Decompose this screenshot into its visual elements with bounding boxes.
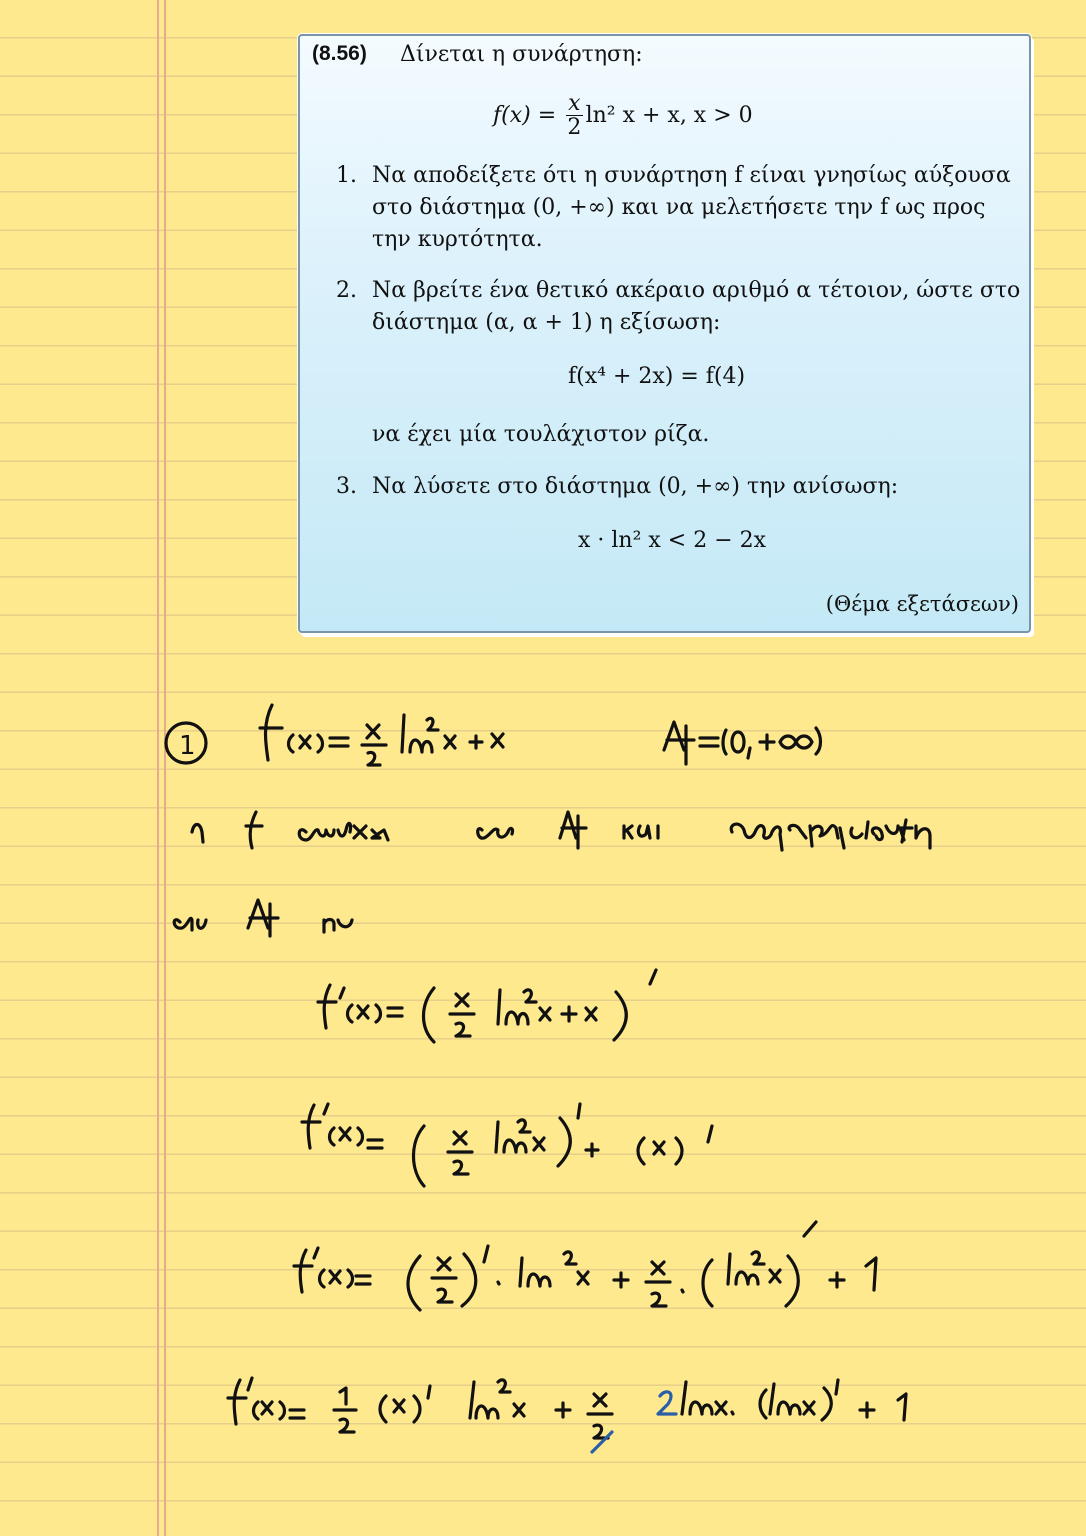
handwritten-line-1-right — [664, 722, 821, 764]
definition-lhs: f(x) = — [493, 103, 564, 128]
problem-number: (8.56) — [312, 42, 367, 65]
item-3-equation: x · ln² x < 2 − 2x — [578, 528, 767, 553]
handwritten-line-1-left — [260, 705, 503, 765]
svg-text:1: 1 — [179, 731, 196, 761]
item-2-line-2: διάστημα (α, α + 1) η εξίσωση: — [372, 310, 721, 335]
item-3-number: 3. — [336, 474, 357, 499]
handwritten-line-2 — [192, 812, 930, 850]
handwritten-line-3 — [174, 900, 352, 936]
item-3-line-1: Να λύσετε στο διάστημα (0, +∞) την ανίσωση: — [372, 474, 899, 499]
item-1-line-3: την κυρτότητα. — [372, 227, 543, 252]
definition-rhs: ln² x + x, x > 0 — [585, 103, 753, 128]
handwritten-line-7 — [228, 1378, 906, 1452]
handwritten-marker-1 — [166, 723, 206, 763]
fraction-denominator: 2 — [567, 114, 582, 140]
handwritten-line-5 — [302, 1104, 712, 1186]
handwritten-line-4 — [318, 970, 656, 1042]
problem-intro: Δίνεται η συνάρτηση: — [400, 42, 643, 67]
source-note: (Θέμα εξετάσεων) — [825, 592, 1019, 616]
item-2-after: να έχει μία τουλάχιστον ρίζα. — [372, 422, 710, 447]
item-1-number: 1. — [336, 163, 357, 188]
item-1-line-1: Να αποδείξετε ότι η συνάρτηση f είναι γνησίως αύξουσα — [372, 163, 1011, 188]
item-1-line-2: στο διάστημα (0, +∞) και να μελετήσετε την f ως προς — [372, 195, 986, 220]
item-2-equation: f(x⁴ + 2x) = f(4) — [568, 364, 746, 389]
item-2-line-1: Να βρείτε ένα θετικό ακέραιο αριθμό α τέτοιον, ώστε στο — [372, 278, 1021, 303]
item-2-number: 2. — [336, 278, 357, 303]
handwritten-line-6 — [294, 1222, 876, 1310]
fraction-numerator: x — [568, 90, 581, 116]
